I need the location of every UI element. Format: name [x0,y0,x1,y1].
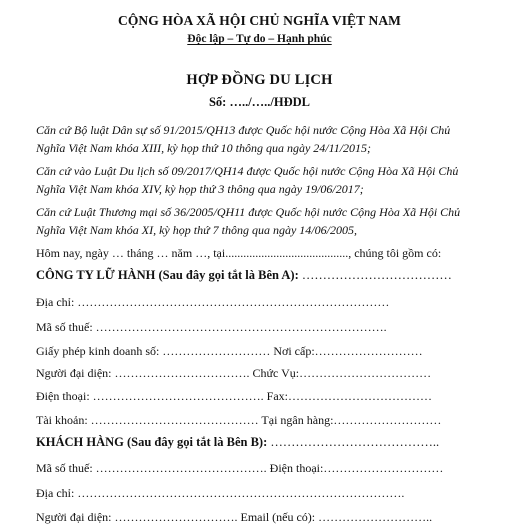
party-b-address-field: Địa chỉ: ………………………………………………………………………. [36,486,405,500]
intro-line: Hôm nay, ngày … tháng … năm …, tại........................................., chúng tôi gồm có: [36,246,442,260]
legal-basis-line: Nghĩa Việt Nam khóa XI, kỳ họp thứ 7 thông qua ngày 14/06/2005, [36,223,357,237]
party-b-tax-code-field: Mã số thuế: ……………………………………. Điện thoại:………………………… [36,461,444,475]
legal-basis-line: Nghĩa Việt Nam khóa XIII, kỳ họp thứ 10 thông qua ngày 24/11/2015; [36,141,372,155]
contract-number: Số: …../…../HĐDL [208,95,311,109]
party-a-representative-field: Người đại diện: ……………………………. Chức Vụ:…………………………… [36,366,432,380]
party-a-phone-field: Điện thoại: ……………………………………. Fax:……………………………… [36,389,432,403]
party-b-heading: KHÁCH HÀNG (Sau đây gọi tắt là Bên B): ………………………………….. [36,435,440,449]
national-title: CỘNG HÒA XÃ HỘI CHỦ NGHĨA VIỆT NAM [117,13,402,28]
party-a-heading: CÔNG TY LỮ HÀNH (Sau đây gọi tắt là Bên A): ……………………………… [36,268,452,282]
party-b-representative-field: Người đại diện: …………………………. Email (nếu có): ……………………….. [36,510,433,524]
legal-basis-line: Căn cứ Luật Thương mại số 36/2005/QH11 được Quốc hội nước Cộng Hòa Xã Hội Chủ [36,205,461,219]
party-a-tax-code-field: Mã số thuế: ………………………………………………………………. [36,320,387,334]
legal-basis-line: Căn cứ Bộ luật Dân sự số 91/2015/QH13 được Quốc hội nước Cộng Hòa Xã Hội Chủ [36,123,451,137]
party-a-account-field: Tài khoản: …………………………………… Tại ngân hàng:……………………… [36,413,442,427]
legal-basis-line: Nghĩa Việt Nam khóa XIV, kỳ họp thứ 3 thông qua ngày 19/06/2017; [36,182,364,196]
national-motto: Độc lập – Tự do – Hạnh phúc [187,33,332,45]
contract-title: HỢP ĐỒNG DU LỊCH [186,72,333,88]
legal-basis-line: Căn cứ vào Luật Du lịch số 09/2017/QH14 được Quốc hội nước Cộng Hòa Xã Hội Chủ [36,164,459,178]
party-a-business-license-field: Giấy phép kinh doanh số: ……………………… Nơi cấp:……………………… [36,344,423,358]
party-a-address-field: Địa chỉ: …………………………………………………………………… [36,295,390,309]
